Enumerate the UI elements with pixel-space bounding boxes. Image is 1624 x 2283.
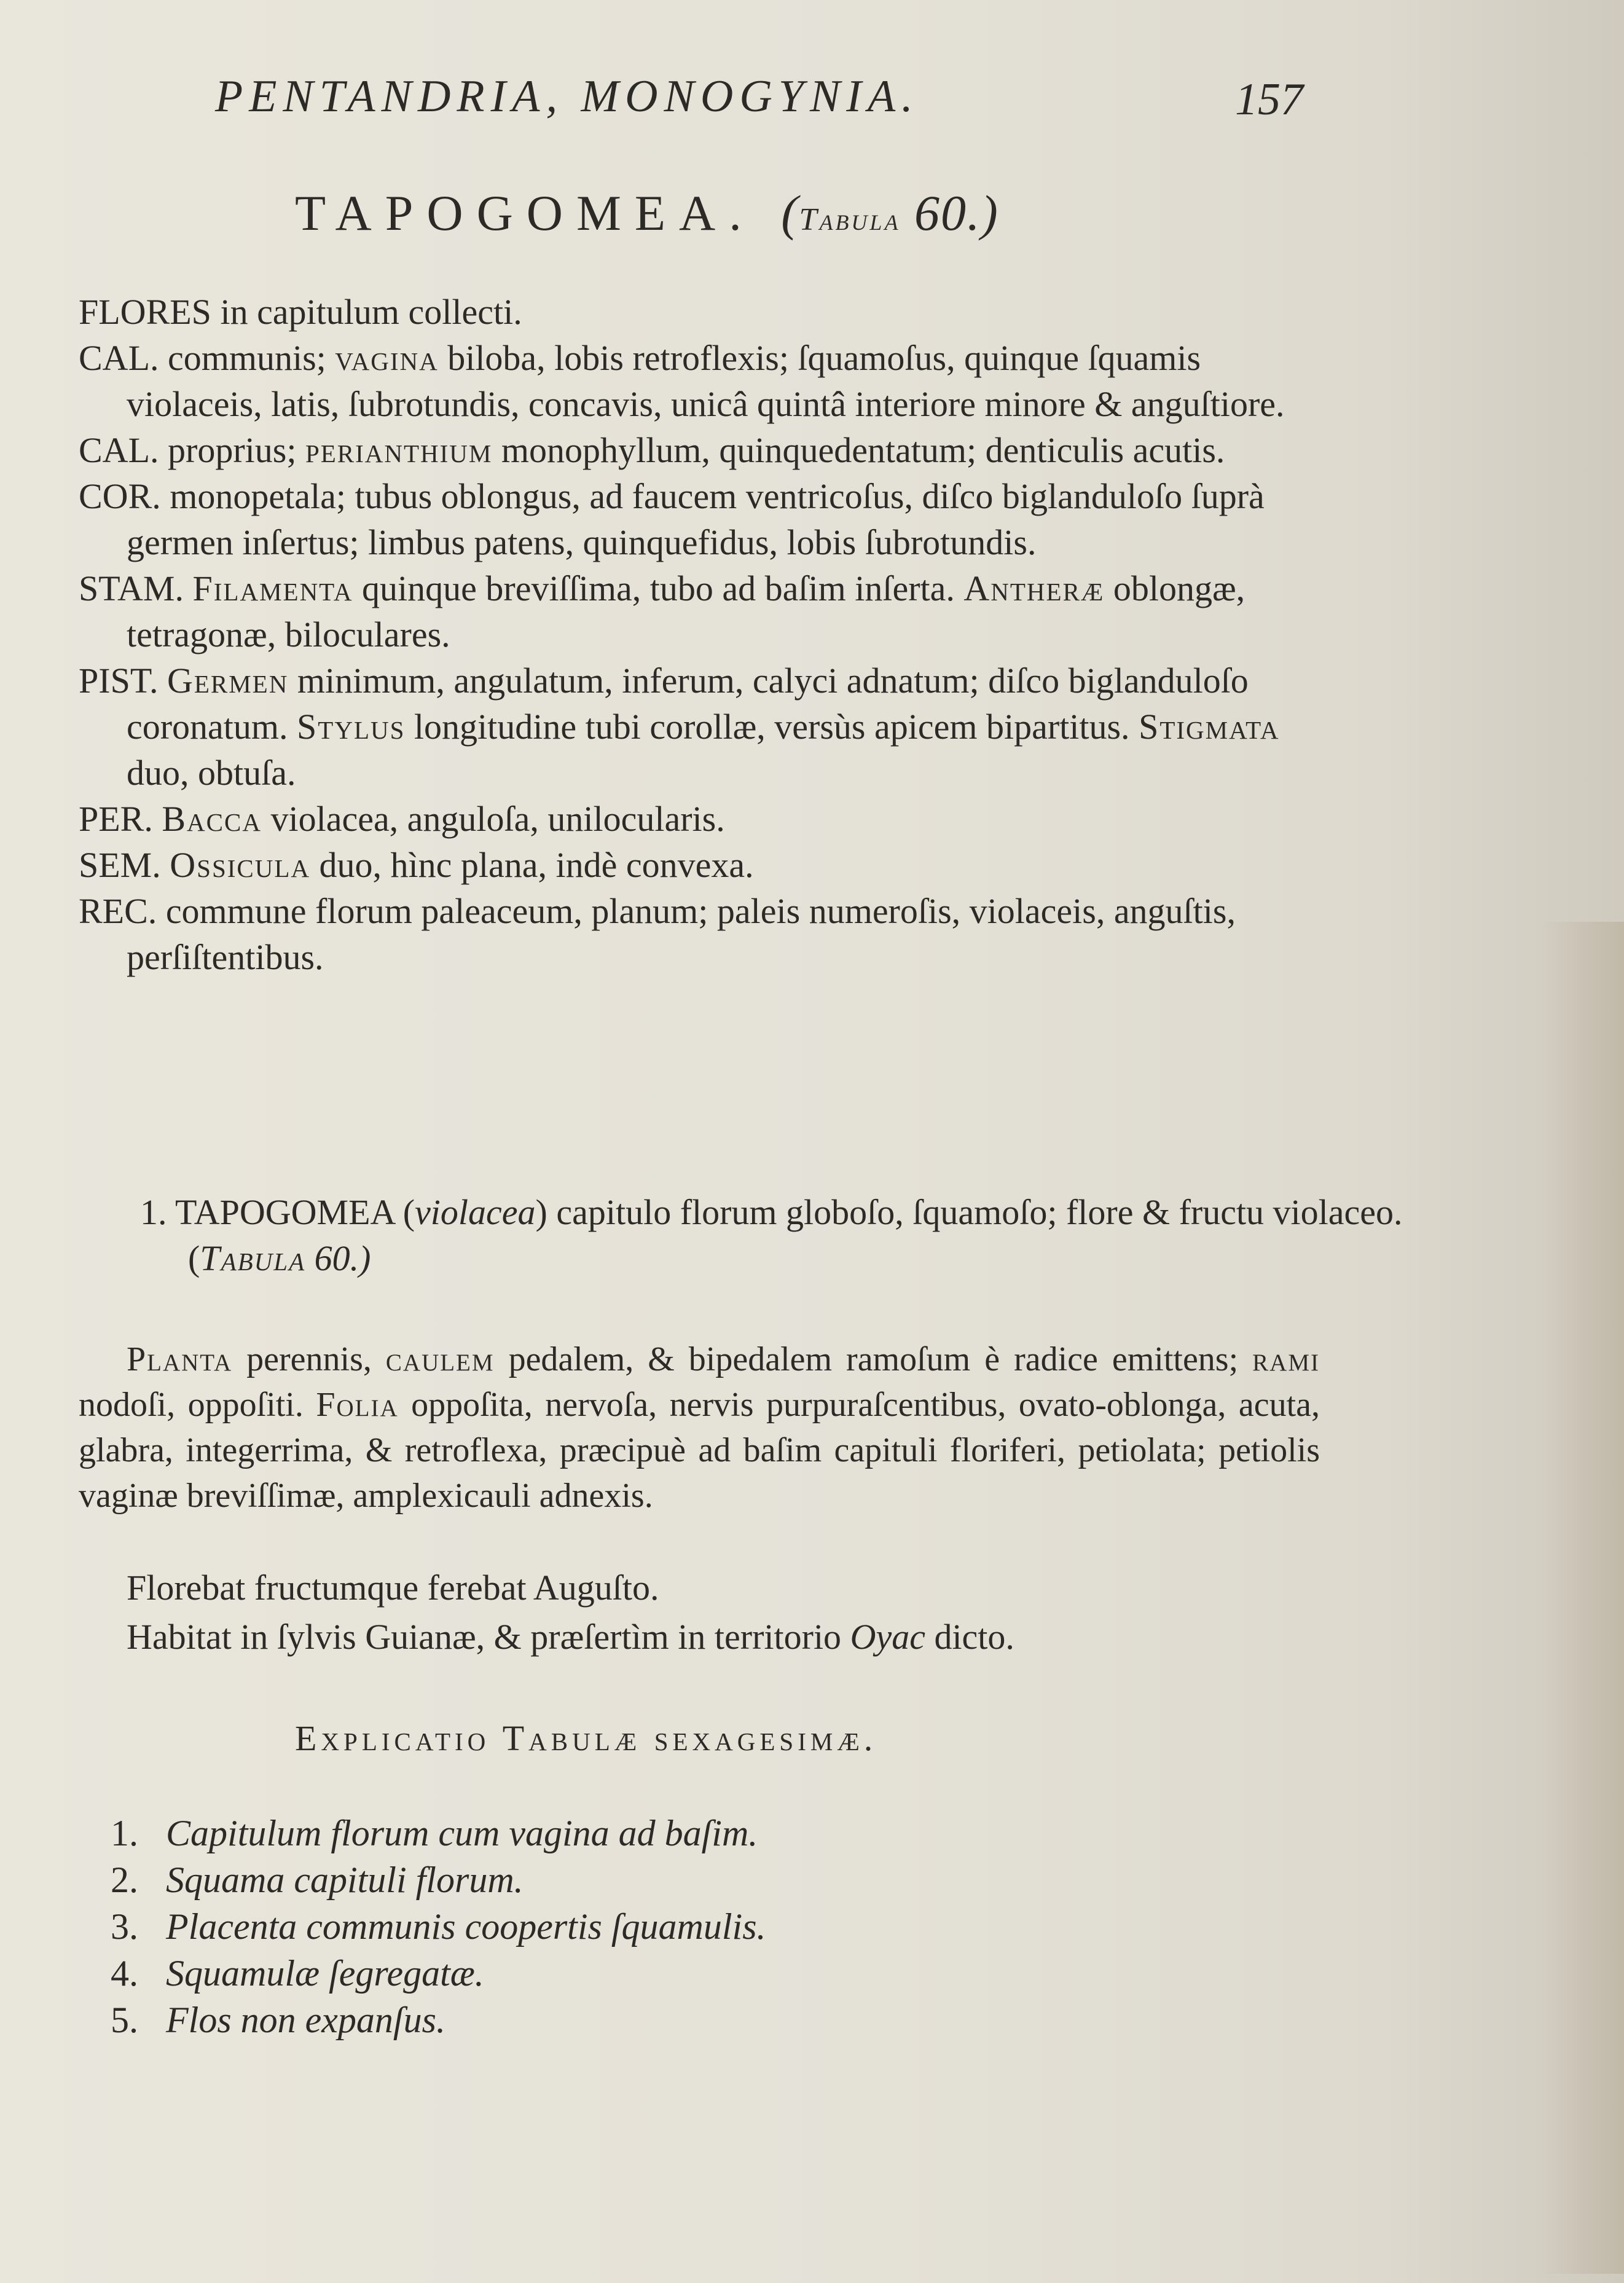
genus-name: TAPOGOMEA. <box>295 185 755 241</box>
figure-item: 5. Flos non expanſus. <box>111 2000 445 2040</box>
desc-sem: SEM. Ossicula duo, hìnc plana, indè convexa. <box>79 845 754 885</box>
figure-item: 1. Capitulum florum cum vagina ad baſim. <box>111 1813 758 1853</box>
desc-cor: COR. monopetala; tubus oblongus, ad faucem ventricoſus, diſco biglanduloſo ſuprà germen inſertus; limbus patens, quinquefidus, lobis ſubrotundis. <box>79 476 1265 562</box>
page-number: 157 <box>1235 74 1303 125</box>
desc-rec: REC. commune florum paleaceum, planum; paleis numeroſis, violaceis, anguſtis, perſiſtentibus. <box>79 891 1236 977</box>
page-edge-shadow <box>1538 922 1624 2274</box>
desc-cal-communis: CAL. communis; vagina biloba, lobis retroflexis; ſquamoſus, quinque ſquamis violaceis, latis, ſubrotundis, concavis, unicâ quintâ interiore minore & anguſtiore. <box>79 338 1285 424</box>
running-title: PENTANDRIA, MONOGYNIA. <box>215 71 919 122</box>
flowering-note: Florebat fructumque ferebat Auguſto. <box>127 1568 659 1608</box>
tabula-reference: (Tabula 60.) <box>781 185 999 241</box>
figure-item: 4. Squamulæ ſegregatæ. <box>111 1953 484 1994</box>
genus-description <box>79 289 1320 980</box>
desc-flores: FLORES in capitulum collecti. <box>79 292 522 332</box>
desc-stam: STAM. Filamenta quinque breviſſima, tubo ad baſim inſerta. Antheræ oblongæ, tetragonæ, biloculares. <box>79 568 1245 654</box>
desc-pist: PIST. Germen minimum, angulatum, inferum, calyci adnatum; diſco biglanduloſo coronatum. Stylus longitudine tubi corollæ, versùs apicem bipartitus. Stigmata duo, obtuſa. <box>79 661 1280 793</box>
habitat-note: Habitat in ſylvis Guianæ, & præſertìm in territorio Oyac dicto. <box>127 1617 1014 1657</box>
species-entry: 1. TAPOGOMEA (violacea) capitulo florum globoſo, ſquamoſo; flore & fructu violaceo. (Tabula 60.) <box>140 1192 1403 1278</box>
figure-list <box>111 1810 766 2043</box>
plant-description: Planta perennis, caulem pedalem, & bipedalem ramoſum è radice emittens; rami nodoſi, oppoſiti. Folia oppoſita, nervoſa, nervis purpuraſcentibus, ovato-oblonga, acuta, glabra, integerrima, & retroflexa, præcipuè ad baſim capituli floriferi, petiolata; petiolis vaginæ breviſſimæ, amplexicauli adnexis. <box>79 1340 1320 1515</box>
explicatio-heading: Explicatio Tabulæ sexagesimæ. <box>295 1718 877 1758</box>
figure-item: 3. Placenta communis coopertis ſquamulis. <box>111 1906 766 1947</box>
desc-per: PER. Bacca violacea, anguloſa, unilocularis. <box>79 799 725 839</box>
figure-item: 2. Squama capituli florum. <box>111 1860 524 1900</box>
desc-cal-proprius: CAL. proprius; perianthium monophyllum, quinquedentatum; denticulis acutis. <box>79 430 1225 470</box>
genus-title <box>295 184 999 242</box>
